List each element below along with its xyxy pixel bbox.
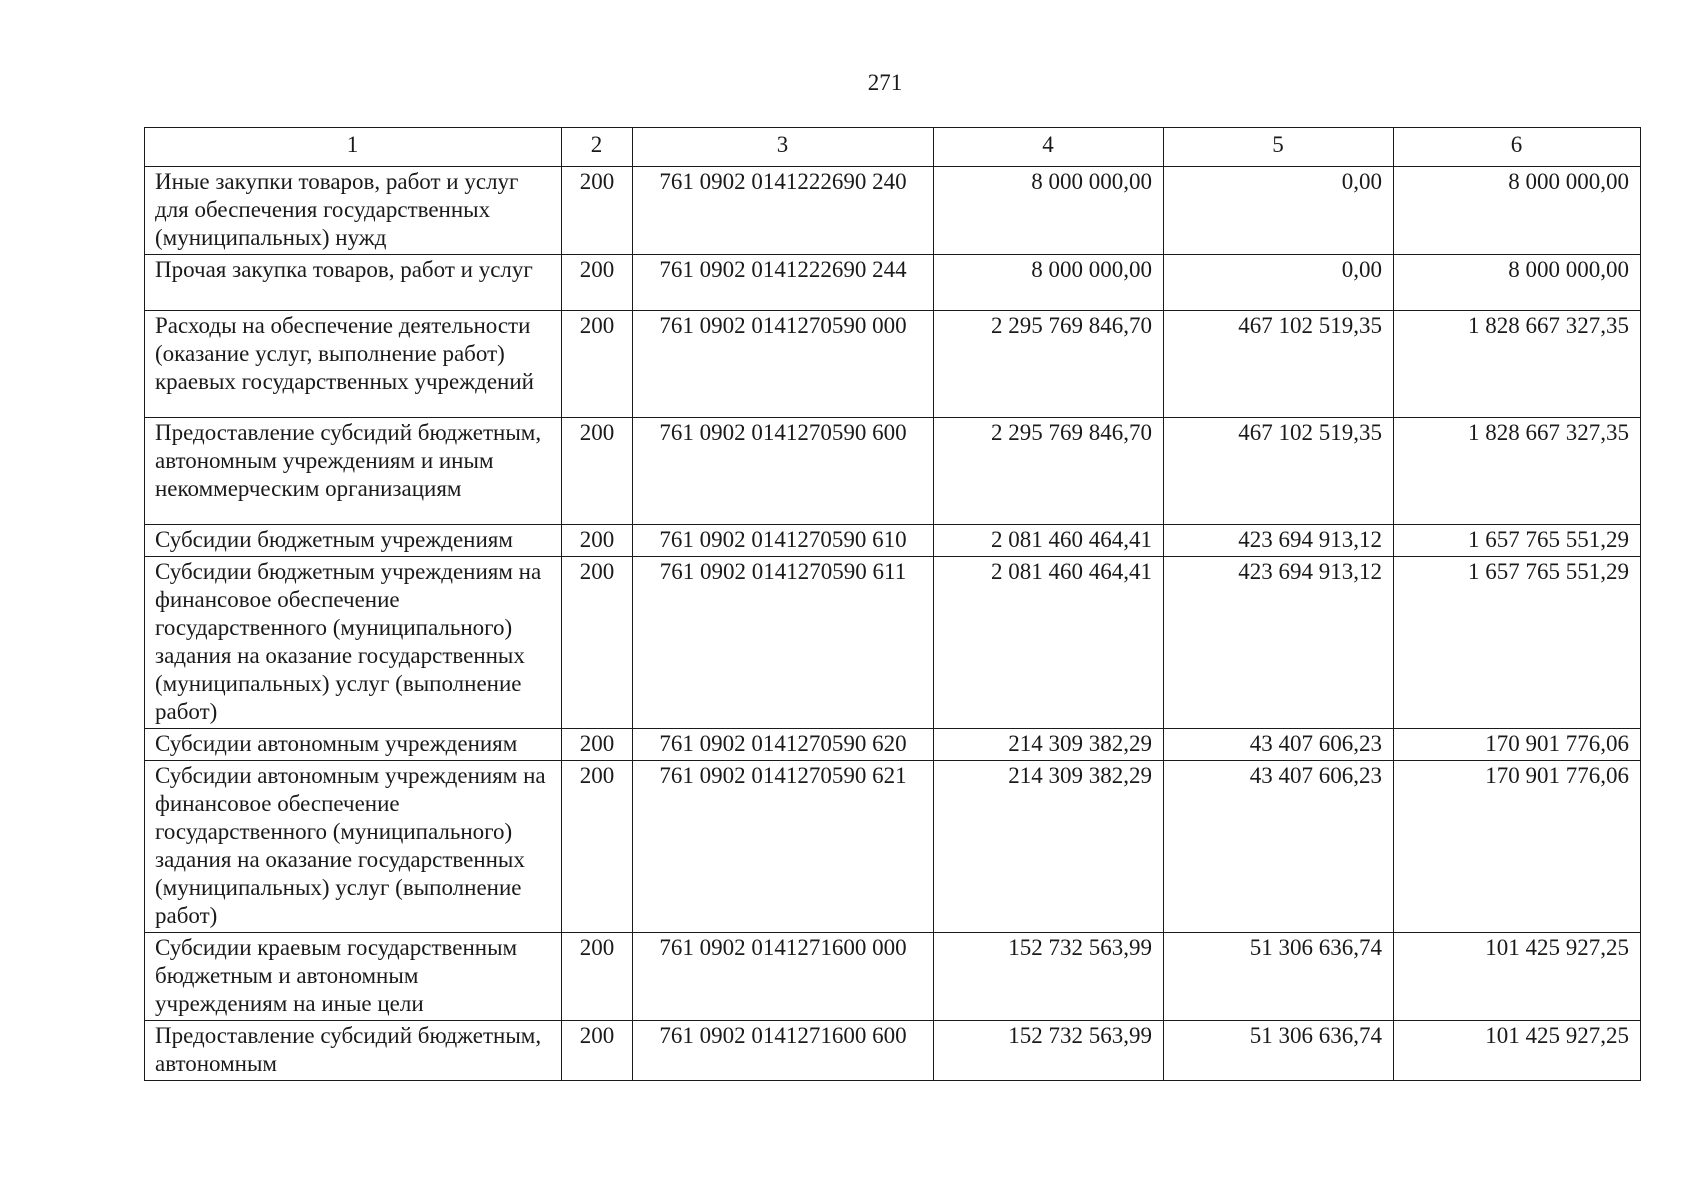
row-budget-classification: 761 0902 0141270590 611 [633,557,934,729]
row-value-col4: 8 000 000,00 [934,167,1164,255]
table-row [145,311,1641,418]
row-value-col5: 51 306 636,74 [1164,933,1394,1021]
row-code: 200 [562,525,633,557]
row-value-col5: 0,00 [1164,167,1394,255]
column-header-1: 1 [145,128,562,167]
row-value-col6: 1 657 765 551,29 [1394,557,1641,729]
column-header-2: 2 [562,128,633,167]
table-row [145,1021,1641,1081]
row-code: 200 [562,255,633,311]
row-value-col6: 1 657 765 551,29 [1394,525,1641,557]
row-value-col4: 2 295 769 846,70 [934,311,1164,418]
table-row [145,729,1641,761]
row-description: Субсидии автономным учреждениям на финансовое обеспечение государственного (муниципального) задания на оказание государственных (муниципальных) услуг (выполнение работ) [145,761,562,933]
row-budget-classification: 761 0902 0141271600 000 [633,933,934,1021]
table-row [145,933,1641,1021]
row-value-col6: 101 425 927,25 [1394,1021,1641,1081]
row-code: 200 [562,933,633,1021]
row-value-col6: 170 901 776,06 [1394,729,1641,761]
row-value-col6: 8 000 000,00 [1394,255,1641,311]
row-code: 200 [562,761,633,933]
table-header-row [145,128,1641,167]
row-budget-classification: 761 0902 0141222690 244 [633,255,934,311]
row-value-col6: 8 000 000,00 [1394,167,1641,255]
column-header-5: 5 [1164,128,1394,167]
row-code: 200 [562,418,633,525]
row-description: Субсидии автономным учреждениям [145,729,562,761]
row-value-col4: 2 081 460 464,41 [934,525,1164,557]
row-code: 200 [562,557,633,729]
row-budget-classification: 761 0902 0141270590 600 [633,418,934,525]
table-row [145,418,1641,525]
row-code: 200 [562,729,633,761]
row-value-col4: 214 309 382,29 [934,761,1164,933]
table-row [145,255,1641,311]
row-value-col5: 423 694 913,12 [1164,525,1394,557]
page-number: 271 [867,70,903,95]
row-code: 200 [562,311,633,418]
table-row [145,525,1641,557]
row-value-col4: 2 295 769 846,70 [934,418,1164,525]
row-budget-classification: 761 0902 0141270590 000 [633,311,934,418]
budget-table [144,127,1641,1081]
row-description: Субсидии бюджетным учреждениям [145,525,562,557]
table-row [145,167,1641,255]
row-description: Иные закупки товаров, работ и услуг для обеспечения государственных (муниципальных) нужд [145,167,562,255]
column-header-3: 3 [633,128,934,167]
row-budget-classification: 761 0902 0141270590 610 [633,525,934,557]
row-code: 200 [562,167,633,255]
row-budget-classification: 761 0902 0141271600 600 [633,1021,934,1081]
row-value-col6: 101 425 927,25 [1394,933,1641,1021]
row-budget-classification: 761 0902 0141270590 620 [633,729,934,761]
row-description: Расходы на обеспечение деятельности (оказание услуг, выполнение работ) краевых государственных учреждений [145,311,562,418]
row-code: 200 [562,1021,633,1081]
row-description: Прочая закупка товаров, работ и услуг [145,255,562,311]
row-value-col5: 0,00 [1164,255,1394,311]
row-value-col5: 467 102 519,35 [1164,418,1394,525]
row-value-col6: 1 828 667 327,35 [1394,311,1641,418]
row-description: Субсидии бюджетным учреждениям на финансовое обеспечение государственного (муниципального) задания на оказание государственных (муниципальных) услуг (выполнение работ) [145,557,562,729]
table-row [145,557,1641,729]
row-value-col5: 43 407 606,23 [1164,761,1394,933]
row-value-col4: 2 081 460 464,41 [934,557,1164,729]
row-value-col5: 43 407 606,23 [1164,729,1394,761]
row-value-col5: 51 306 636,74 [1164,1021,1394,1081]
row-description: Субсидии краевым государственным бюджетным и автономным учреждениям на иные цели [145,933,562,1021]
table-row [145,761,1641,933]
row-description: Предоставление субсидий бюджетным, автономным учреждениям и иным некоммерческим организациям [145,418,562,525]
column-header-4: 4 [934,128,1164,167]
row-value-col6: 170 901 776,06 [1394,761,1641,933]
row-value-col4: 214 309 382,29 [934,729,1164,761]
row-budget-classification: 761 0902 0141270590 621 [633,761,934,933]
row-value-col4: 152 732 563,99 [934,933,1164,1021]
row-budget-classification: 761 0902 0141222690 240 [633,167,934,255]
row-description: Предоставление субсидий бюджетным, автономным [145,1021,562,1081]
column-header-6: 6 [1394,128,1641,167]
row-value-col5: 423 694 913,12 [1164,557,1394,729]
row-value-col5: 467 102 519,35 [1164,311,1394,418]
row-value-col4: 8 000 000,00 [934,255,1164,311]
row-value-col4: 152 732 563,99 [934,1021,1164,1081]
row-value-col6: 1 828 667 327,35 [1394,418,1641,525]
